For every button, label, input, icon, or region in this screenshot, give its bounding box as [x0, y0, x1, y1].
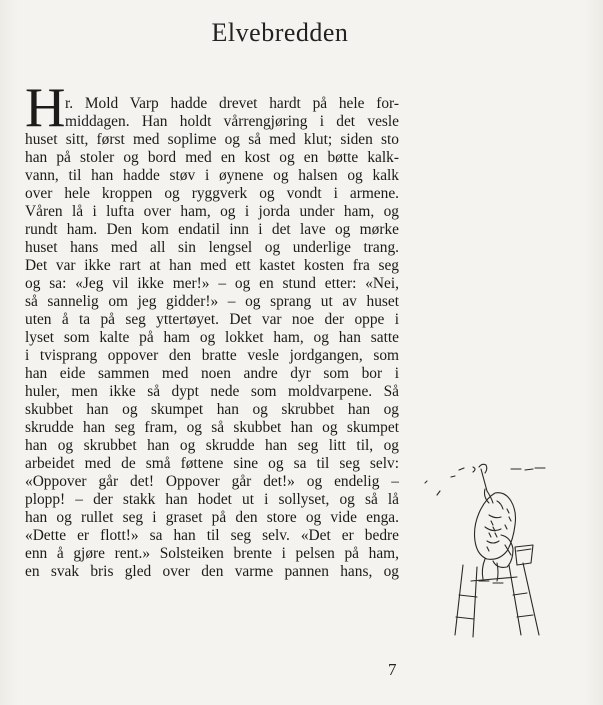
text-line: uten å ta på seg yttertøyet. Det var noe der oppe i	[25, 311, 399, 328]
chapter-title: Elvebredden	[211, 18, 349, 47]
text-line: i tvisprang oppover den bratte vesle jordgangen, som	[25, 347, 399, 364]
page-number: 7	[388, 660, 397, 679]
text-line: han og skrubbet han og skrudde han seg litt til, og	[25, 437, 399, 454]
text-line: vann, til han hadde støv i øynene og halsen og kalk	[25, 167, 399, 184]
text-line: han eide sammen med noen andre dyr som bor i	[25, 365, 399, 382]
text-line: «Oppover går det! Oppover går det!» og endelig –	[25, 473, 399, 490]
text-line: over hele kroppen og ryggverk og vondt i armene.	[25, 185, 399, 202]
text-line: skubbet han og skumpet han og skrubbet han og	[25, 401, 399, 418]
text-line: skrudde han seg fram, og så skubbet han og skumpet	[25, 419, 399, 436]
text-line: og sa: «Jeg vil ikke mer!» – og en stund etter: «Nei,	[25, 275, 399, 292]
text-line: huset hans med all sin lengsel og underlige trang.	[25, 239, 399, 256]
text-line: huset sitt, først med soplime og så med klut; siden sto	[25, 131, 399, 148]
text-line: rundt ham. Den kom endatil inn i det lave og mørke	[25, 221, 399, 238]
drop-cap: H	[25, 77, 66, 139]
text-line: Våren lå i lufta over ham, og i jorda under ham, og	[25, 203, 399, 220]
text-line: så sannelig om jeg gidder!» – og sprang ut av huset	[25, 293, 399, 310]
mole-on-ladder-illustration	[415, 455, 555, 640]
text-line: Det var ikke rart at han med ett kastet kosten fra seg	[25, 257, 399, 274]
text-line: enn å gjøre rent.» Solsteiken brente i pelsen på ham,	[25, 545, 399, 562]
text-line: han på stoler og bord med en kost og en bøtte kalk-	[25, 149, 399, 166]
text-line: r. Mold Varp hadde drevet hardt på hele for-	[65, 95, 399, 112]
text-line: «Dette er flott!» sa han til seg selv. «Det er bedre	[25, 527, 399, 544]
text-line: middagen. Han holdt vårrengjøring i det vesle	[65, 113, 399, 130]
text-line: lyset som kalte på ham og lokket ham, og han satte	[25, 329, 399, 346]
text-line: huler, men ikke så dypt nede som moldvarpene. Så	[25, 383, 399, 400]
text-line: en svak bris gled over den varme pannen hans, og	[25, 563, 399, 580]
text-line: arbeidet med de små føttene sine og sa til seg selv:	[25, 455, 399, 472]
text-line: plopp! – der stakk han hodet ut i sollyset, og så lå	[25, 491, 399, 508]
text-line: han og rullet seg i graset på den store og vide enga.	[25, 509, 399, 526]
